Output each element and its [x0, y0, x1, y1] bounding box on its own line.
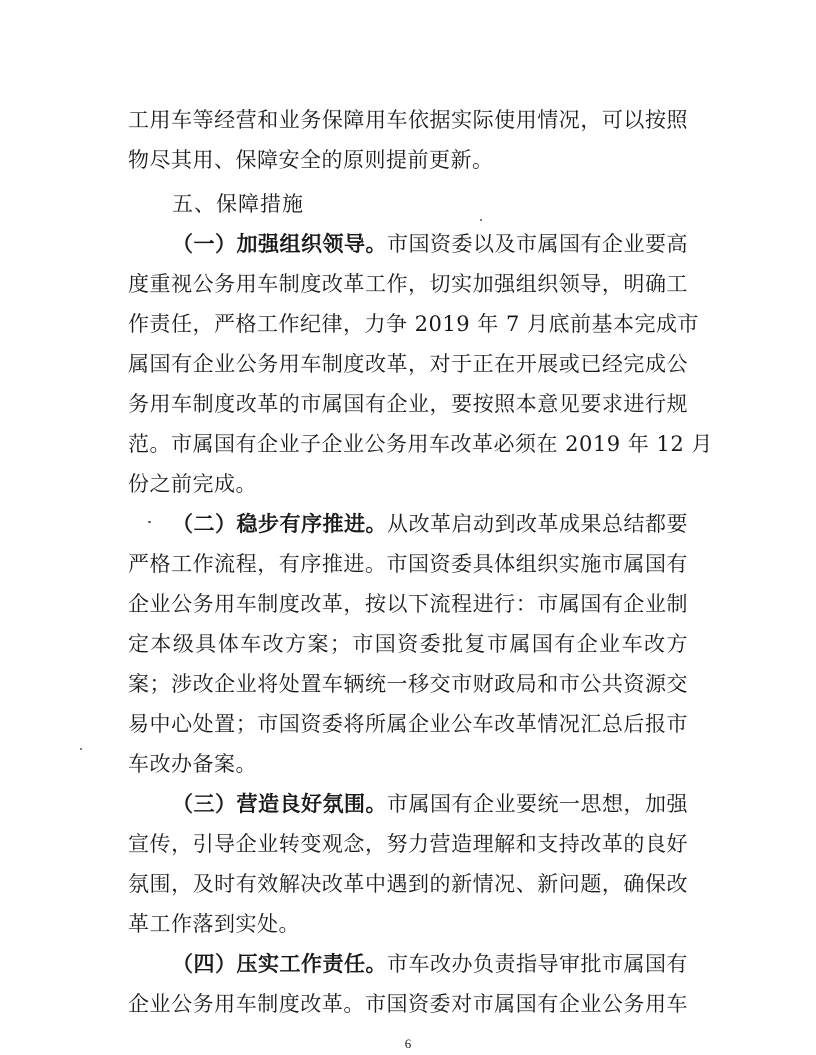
text-line: 务用车制度改革的市属国有企业，要按照本意见要求进行规 — [128, 392, 688, 416]
paragraph-title: （三）营造良好氛围。 — [172, 791, 387, 816]
paragraph-first-line — [172, 784, 688, 824]
scan-speck — [148, 521, 151, 523]
text-line: 革工作落到实处。 — [128, 912, 300, 936]
paragraph-text: 市属国有企业要统一思想，加强 — [387, 792, 688, 816]
text-line: 易中心处置；市国资委将所属企业公车改革情况汇总后报市 — [128, 712, 688, 736]
text-line: 范。市属国有企业子企业公务用车改革必须在 2019 年 12 月 — [128, 432, 713, 456]
text-line: 案；涉改企业将处置车辆统一移交市财政局和市公共资源交 — [128, 672, 688, 696]
text-line: 车改办备案。 — [128, 752, 257, 776]
text-line: 企业公务用车制度改革。市国资委对市属国有企业公务用车 — [128, 992, 688, 1016]
paragraph-text: 市国资委以及市属国有企业要高 — [387, 232, 688, 256]
text-line: 定本级具体车改方案；市国资委批复市属国有企业车改方 — [128, 632, 688, 656]
text-line: 宣传，引导企业转变观念，努力营造理解和支持改革的良好 — [128, 832, 688, 856]
paragraph-text: 从改革启动到改革成果总结都要 — [387, 512, 688, 536]
text-line: 严格工作流程，有序推进。市国资委具体组织实施市属国有 — [128, 552, 688, 576]
paragraph-first-line — [172, 504, 688, 544]
paragraph-text: 市车改办负责指导审批市属国有 — [387, 952, 688, 976]
paragraph-first-line — [172, 224, 688, 264]
paragraph-title: （四）压实工作责任。 — [172, 951, 387, 976]
text-line: 物尽其用、保障安全的原则提前更新。 — [128, 148, 494, 172]
scan-speck — [480, 219, 482, 221]
page-number: 6 — [404, 1036, 412, 1051]
section-heading: 五、保障措施 — [172, 192, 304, 216]
paragraph-title: （一）加强组织领导。 — [172, 231, 387, 256]
text-line: 作责任，严格工作纪律，力争 2019 年 7 月底前基本完成市 — [128, 312, 700, 336]
text-line: 氛围，及时有效解决改革中遇到的新情况、新问题，确保改 — [128, 872, 688, 896]
text-line: 度重视公务用车制度改革工作，切实加强组织领导，明确工 — [128, 272, 688, 296]
text-line: 份之前完成。 — [128, 472, 257, 496]
paragraph-first-line — [172, 944, 688, 984]
text-line: 工用车等经营和业务保障用车依据实际使用情况，可以按照 — [128, 108, 688, 132]
paragraph-title: （二）稳步有序推进。 — [172, 511, 387, 536]
text-line: 属国有企业公务用车制度改革，对于正在开展或已经完成公 — [128, 352, 688, 376]
scan-speck — [80, 748, 82, 750]
text-line: 企业公务用车制度改革，按以下流程进行：市属国有企业制 — [128, 592, 688, 616]
